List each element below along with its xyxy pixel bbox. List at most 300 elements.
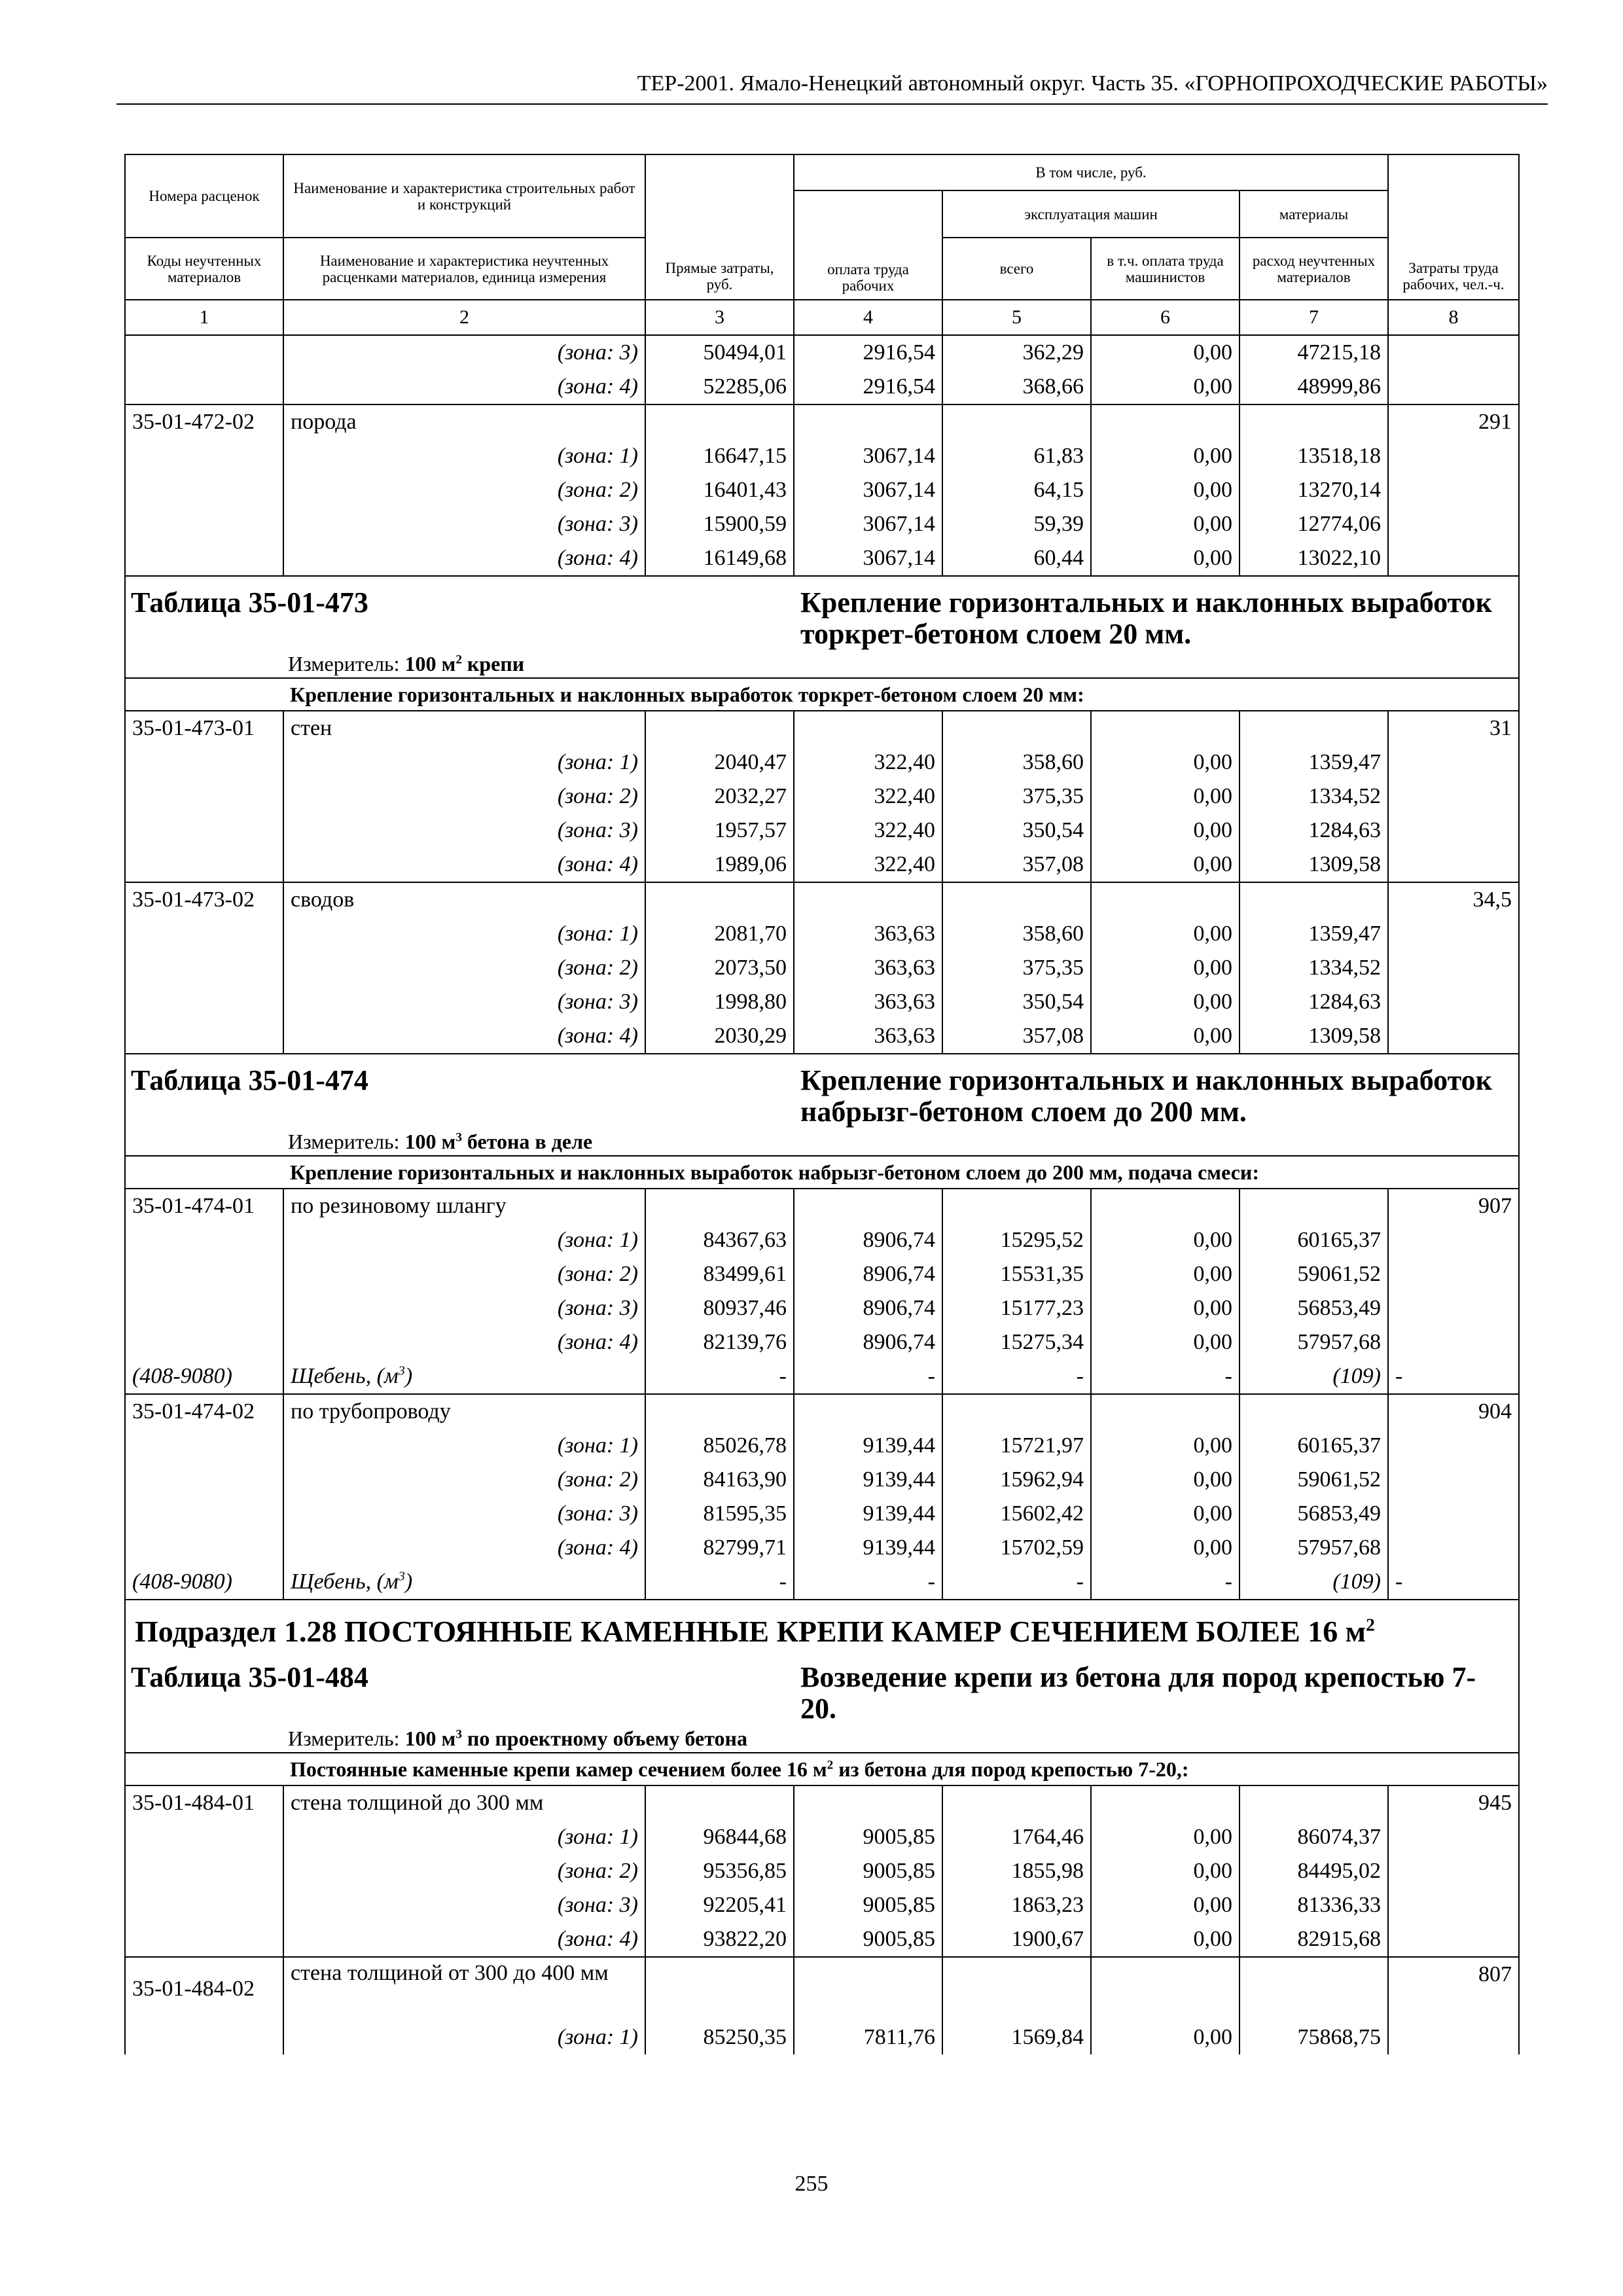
value-cell — [1240, 1189, 1388, 1223]
zone-label: (зона: 4) — [283, 370, 645, 404]
col6-header: в т.ч. оплата труда машинистов — [1091, 238, 1240, 300]
rate-row — [125, 711, 1519, 745]
value-cell — [794, 882, 942, 917]
rate-code: 35-01-472-02 — [125, 404, 283, 439]
value-cell: 80937,46 — [645, 1291, 794, 1325]
value-cell: 15531,35 — [942, 1257, 1091, 1291]
labor-cost: 34,5 — [1388, 882, 1519, 917]
value-cell: 2032,27 — [645, 780, 794, 814]
measure-sup: 3 — [455, 1727, 462, 1742]
rate-code-cell — [125, 439, 283, 473]
col3-header: Прямые затраты, руб. — [645, 154, 794, 300]
material-name — [283, 1565, 645, 1600]
labor-cell — [1388, 985, 1519, 1019]
col-number: 8 — [1388, 300, 1519, 335]
value-cell: 357,08 — [942, 1019, 1091, 1054]
value-cell — [645, 1394, 794, 1429]
material-labor: - — [1388, 1565, 1519, 1600]
col-number: 4 — [794, 300, 942, 335]
materials-header: материалы — [1240, 190, 1388, 238]
value-cell: 3067,14 — [794, 473, 942, 507]
subtitle-row — [125, 678, 1519, 711]
rate-name: по резиновому шлангу — [283, 1189, 645, 1223]
zone-row — [125, 848, 1519, 882]
value-cell: 2916,54 — [794, 335, 942, 370]
labor-cell — [1388, 1820, 1519, 1854]
rate-code: 35-01-484-02 — [125, 1957, 283, 2020]
rate-code: 35-01-484-01 — [125, 1785, 283, 1820]
rate-code-cell — [125, 541, 283, 576]
material-value: - — [794, 1359, 942, 1394]
zone-label: (зона: 2) — [283, 1854, 645, 1888]
material-value: - — [645, 1565, 794, 1600]
zone-row — [125, 473, 1519, 507]
value-cell: 15900,59 — [645, 507, 794, 541]
measure-value — [405, 1130, 593, 1153]
labor-cell — [1388, 1019, 1519, 1054]
measure-rest: бетона в деле — [461, 1130, 593, 1153]
zone-row — [125, 1854, 1519, 1888]
value-cell: 15275,34 — [942, 1325, 1091, 1359]
zone-label: (зона: 3) — [283, 507, 645, 541]
labor-cost: 945 — [1388, 1785, 1519, 1820]
rate-code-cell — [125, 1888, 283, 1922]
rate-code-cell — [125, 370, 283, 404]
subtitle-spacer — [125, 1156, 283, 1189]
value-cell: 0,00 — [1091, 370, 1240, 404]
value-cell — [1240, 1957, 1388, 2020]
value-cell: 8906,74 — [794, 1291, 942, 1325]
value-cell — [1091, 404, 1240, 439]
value-cell: 57957,68 — [1240, 1531, 1388, 1565]
value-cell: 8906,74 — [794, 1257, 942, 1291]
rate-code-cell — [125, 1019, 283, 1054]
zone-label: (зона: 2) — [283, 1257, 645, 1291]
material-row — [125, 1565, 1519, 1600]
value-cell: 1334,52 — [1240, 951, 1388, 985]
col-number: 1 — [125, 300, 283, 335]
value-cell: 2081,70 — [645, 917, 794, 951]
zone-label: (зона: 3) — [283, 1888, 645, 1922]
value-cell — [942, 1957, 1091, 2020]
value-cell: 50494,01 — [645, 335, 794, 370]
value-cell: 1863,23 — [942, 1888, 1091, 1922]
value-cell: 84495,02 — [1240, 1854, 1388, 1888]
value-cell: 0,00 — [1091, 917, 1240, 951]
labor-cell — [1388, 848, 1519, 882]
rate-name: по трубопроводу — [283, 1394, 645, 1429]
col-number: 6 — [1091, 300, 1240, 335]
value-cell — [645, 404, 794, 439]
zone-row — [125, 1820, 1519, 1854]
value-cell: 363,63 — [794, 1019, 942, 1054]
value-cell: 0,00 — [1091, 951, 1240, 985]
value-cell: 15177,23 — [942, 1291, 1091, 1325]
value-cell — [645, 711, 794, 745]
value-cell: 92205,41 — [645, 1888, 794, 1922]
material-value: (109) — [1240, 1565, 1388, 1600]
zone-label: (зона: 1) — [283, 1820, 645, 1854]
material-name — [283, 1359, 645, 1394]
value-cell: 322,40 — [794, 814, 942, 848]
labor-cell — [1388, 473, 1519, 507]
table-title-row — [125, 1651, 1519, 1725]
zone-row — [125, 507, 1519, 541]
material-code: (408-9080) — [125, 1359, 283, 1394]
value-cell — [942, 882, 1091, 917]
value-cell — [942, 1189, 1091, 1223]
rate-code-cell — [125, 1429, 283, 1463]
rate-code-cell — [125, 507, 283, 541]
zone-label: (зона: 4) — [283, 1325, 645, 1359]
value-cell: 60165,37 — [1240, 1223, 1388, 1257]
value-cell: 95356,85 — [645, 1854, 794, 1888]
value-cell — [794, 1189, 942, 1223]
value-cell: 16647,15 — [645, 439, 794, 473]
zone-row — [125, 1223, 1519, 1257]
rate-code: 35-01-474-02 — [125, 1394, 283, 1429]
value-cell: 358,60 — [942, 745, 1091, 780]
rate-code-cell — [125, 917, 283, 951]
material-value: - — [1091, 1565, 1240, 1600]
value-cell: 0,00 — [1091, 1223, 1240, 1257]
value-cell: 375,35 — [942, 780, 1091, 814]
value-cell: 9139,44 — [794, 1463, 942, 1497]
rate-name: порода — [283, 404, 645, 439]
material-labor: - — [1388, 1359, 1519, 1394]
zone-row — [125, 1922, 1519, 1957]
value-cell: 0,00 — [1091, 1429, 1240, 1463]
zone-label: (зона: 4) — [283, 1922, 645, 1957]
zone-row — [125, 1291, 1519, 1325]
measure-label: Измеритель: — [288, 1130, 400, 1153]
value-cell: 0,00 — [1091, 507, 1240, 541]
machines-header: эксплуатация машин — [942, 190, 1240, 238]
material-value: - — [794, 1565, 942, 1600]
rate-row — [125, 1189, 1519, 1223]
section-sup: 2 — [1366, 1614, 1375, 1635]
labor-cell — [1388, 1463, 1519, 1497]
value-cell: 1569,84 — [942, 2020, 1091, 2054]
value-cell — [1240, 711, 1388, 745]
value-cell: 1855,98 — [942, 1854, 1091, 1888]
zone-label: (зона: 2) — [283, 780, 645, 814]
value-cell: 16149,68 — [645, 541, 794, 576]
page-header: ТЕР-2001. Ямало-Ненецкий автономный округ. Часть 35. «ГОРНОПРОХОДЧЕСКИЕ РАБОТЫ» — [637, 71, 1548, 96]
rates-table — [124, 154, 1520, 2054]
zone-label: (зона: 3) — [283, 814, 645, 848]
rate-code-cell — [125, 780, 283, 814]
measure-rest: крепи — [461, 652, 525, 675]
section-text: Подраздел 1.28 ПОСТОЯННЫЕ КАМЕННЫЕ КРЕПИ КАМЕР СЕЧЕНИЕМ БОЛЕЕ 16 м — [135, 1615, 1366, 1648]
zone-row — [125, 439, 1519, 473]
rates-table-frame — [124, 154, 1518, 2117]
value-cell — [942, 1394, 1091, 1429]
value-cell: 368,66 — [942, 370, 1091, 404]
zone-row — [125, 745, 1519, 780]
value-cell: 56853,49 — [1240, 1291, 1388, 1325]
table-title: Крепление горизонтальных и наклонных выработок торкрет-бетоном слоем 20 мм. — [794, 576, 1519, 650]
value-cell: 59061,52 — [1240, 1463, 1388, 1497]
value-cell — [645, 1957, 794, 2020]
zone-row — [125, 2020, 1519, 2054]
value-cell: 0,00 — [1091, 1019, 1240, 1054]
value-cell: 84367,63 — [645, 1223, 794, 1257]
rate-code-cell — [125, 848, 283, 882]
col5-header: всего — [942, 238, 1091, 300]
value-cell: 322,40 — [794, 848, 942, 882]
rate-row — [125, 1394, 1519, 1429]
value-cell: 0,00 — [1091, 1291, 1240, 1325]
col4-header: оплата труда рабочих — [794, 190, 942, 300]
subtitle-b: из бетона для пород крепостью 7-20,: — [833, 1757, 1189, 1781]
group-header: В том числе, руб. — [794, 154, 1388, 190]
rate-code-cell — [125, 1854, 283, 1888]
value-cell: 9005,85 — [794, 1922, 942, 1957]
col1-bottom-header: Коды неучтенных материалов — [125, 238, 283, 300]
col8-header: Затраты труда рабочих, чел.-ч. — [1388, 154, 1519, 300]
value-cell — [942, 1785, 1091, 1820]
table-subtitle: Крепление горизонтальных и наклонных выработок торкрет-бетоном слоем 20 мм: — [283, 678, 1519, 711]
labor-cell — [1388, 541, 1519, 576]
table-title-row — [125, 1054, 1519, 1128]
value-cell: 363,63 — [794, 951, 942, 985]
value-cell: 1359,47 — [1240, 917, 1388, 951]
value-cell — [794, 711, 942, 745]
value-cell: 1309,58 — [1240, 1019, 1388, 1054]
col-number: 5 — [942, 300, 1091, 335]
rate-code-cell — [125, 951, 283, 985]
col2-bottom-header: Наименование и характеристика неучтенных расценками материалов, единица измерения — [283, 238, 645, 300]
zone-label: (зона: 1) — [283, 1429, 645, 1463]
value-cell: 61,83 — [942, 439, 1091, 473]
subtitle-row — [125, 1156, 1519, 1189]
value-cell: 9005,85 — [794, 1854, 942, 1888]
value-cell: 3067,14 — [794, 439, 942, 473]
value-cell: 47215,18 — [1240, 335, 1388, 370]
col-number: 3 — [645, 300, 794, 335]
value-cell: 12774,06 — [1240, 507, 1388, 541]
value-cell: 363,63 — [794, 985, 942, 1019]
rate-code-cell — [125, 1531, 283, 1565]
zone-row — [125, 1531, 1519, 1565]
zone-label: (зона: 4) — [283, 1019, 645, 1054]
labor-cost: 31 — [1388, 711, 1519, 745]
value-cell: 0,00 — [1091, 848, 1240, 882]
value-cell: 8906,74 — [794, 1223, 942, 1257]
table-number: Таблица 35-01-474 — [125, 1054, 794, 1128]
rate-code-cell — [125, 1325, 283, 1359]
col1-top-header: Номера расценок — [125, 154, 283, 238]
table-subtitle: Крепление горизонтальных и наклонных выработок набрызг-бетоном слоем до 200 мм, подача смеси: — [283, 1156, 1519, 1189]
measure-row — [125, 650, 1519, 678]
zone-label: (зона: 1) — [283, 1223, 645, 1257]
measure-line — [125, 1725, 1519, 1753]
value-cell: 57957,68 — [1240, 1325, 1388, 1359]
value-cell: 9139,44 — [794, 1531, 942, 1565]
material-value: (109) — [1240, 1359, 1388, 1394]
value-cell: 362,29 — [942, 335, 1091, 370]
value-cell: 8906,74 — [794, 1325, 942, 1359]
subtitle-spacer — [125, 1753, 283, 1785]
table-title-row — [125, 576, 1519, 650]
labor-cost: 291 — [1388, 404, 1519, 439]
rate-name: стена толщиной до 300 мм — [283, 1785, 645, 1820]
material-name-close: ) — [404, 1364, 413, 1388]
value-cell: 1764,46 — [942, 1820, 1091, 1854]
labor-cell — [1388, 1531, 1519, 1565]
value-cell: 86074,37 — [1240, 1820, 1388, 1854]
value-cell: 81595,35 — [645, 1497, 794, 1531]
value-cell: 64,15 — [942, 473, 1091, 507]
zone-label: (зона: 4) — [283, 541, 645, 576]
labor-cell — [1388, 335, 1519, 370]
value-cell: 0,00 — [1091, 335, 1240, 370]
value-cell: 2916,54 — [794, 370, 942, 404]
zone-label: (зона: 2) — [283, 1463, 645, 1497]
zone-row — [125, 814, 1519, 848]
rate-code-cell — [125, 2020, 283, 2054]
rate-code-cell — [125, 745, 283, 780]
value-cell: 1284,63 — [1240, 985, 1388, 1019]
value-cell: 358,60 — [942, 917, 1091, 951]
header-rule — [116, 103, 1548, 105]
value-cell: 0,00 — [1091, 1257, 1240, 1291]
measure-value — [405, 652, 525, 675]
value-cell: 0,00 — [1091, 1854, 1240, 1888]
table-number: Таблица 35-01-473 — [125, 576, 794, 650]
value-cell — [645, 882, 794, 917]
value-cell: 7811,76 — [794, 2020, 942, 2054]
value-cell: 9139,44 — [794, 1497, 942, 1531]
labor-cell — [1388, 1291, 1519, 1325]
value-cell: 52285,06 — [645, 370, 794, 404]
zone-row — [125, 1019, 1519, 1054]
zone-label: (зона: 3) — [283, 1291, 645, 1325]
col-number: 2 — [283, 300, 645, 335]
value-cell: 60165,37 — [1240, 1429, 1388, 1463]
labor-cost: 807 — [1388, 1957, 1519, 2020]
value-cell: 13518,18 — [1240, 439, 1388, 473]
value-cell: 16401,43 — [645, 473, 794, 507]
value-cell: 15962,94 — [942, 1463, 1091, 1497]
zone-row — [125, 541, 1519, 576]
labor-cell — [1388, 1223, 1519, 1257]
value-cell: 48999,86 — [1240, 370, 1388, 404]
value-cell — [942, 404, 1091, 439]
value-cell: 13022,10 — [1240, 541, 1388, 576]
value-cell — [794, 1394, 942, 1429]
value-cell: 93822,20 — [645, 1922, 794, 1957]
labor-cell — [1388, 2020, 1519, 2054]
rate-code-cell — [125, 1257, 283, 1291]
zone-label: (зона: 3) — [283, 985, 645, 1019]
rate-code-cell — [125, 1922, 283, 1957]
value-cell: 0,00 — [1091, 1888, 1240, 1922]
table-title: Возведение крепи из бетона для пород крепостью 7-20. — [794, 1651, 1519, 1725]
zone-label: (зона: 1) — [283, 917, 645, 951]
zone-row — [125, 917, 1519, 951]
value-cell: 85250,35 — [645, 2020, 794, 2054]
value-cell: 15702,59 — [942, 1531, 1091, 1565]
value-cell — [794, 1957, 942, 2020]
value-cell: 75868,75 — [1240, 2020, 1388, 2054]
value-cell: 0,00 — [1091, 439, 1240, 473]
value-cell: 9005,85 — [794, 1888, 942, 1922]
value-cell: 84163,90 — [645, 1463, 794, 1497]
table-body — [125, 335, 1519, 2054]
subtitle-spacer — [125, 678, 283, 711]
value-cell — [1091, 1957, 1240, 2020]
material-value: - — [942, 1359, 1091, 1394]
zone-row — [125, 985, 1519, 1019]
zone-row — [125, 1325, 1519, 1359]
labor-cell — [1388, 439, 1519, 473]
rate-name: сводов — [283, 882, 645, 917]
labor-cell — [1388, 1854, 1519, 1888]
material-name-text: Щебень, (м — [291, 1364, 399, 1388]
value-cell: 13270,14 — [1240, 473, 1388, 507]
value-cell: 3067,14 — [794, 541, 942, 576]
measure-value — [405, 1727, 747, 1750]
value-cell: 2073,50 — [645, 951, 794, 985]
zone-label: (зона: 4) — [283, 848, 645, 882]
labor-cell — [1388, 1429, 1519, 1463]
zone-label: (зона: 3) — [283, 335, 645, 370]
labor-cell — [1388, 1922, 1519, 1957]
value-cell: 0,00 — [1091, 1531, 1240, 1565]
value-cell: 1957,57 — [645, 814, 794, 848]
rate-code-cell — [125, 1291, 283, 1325]
value-cell: 85026,78 — [645, 1429, 794, 1463]
zone-row — [125, 1257, 1519, 1291]
rate-code-cell — [125, 1497, 283, 1531]
value-cell: 0,00 — [1091, 985, 1240, 1019]
rate-code-cell — [125, 473, 283, 507]
value-cell: 357,08 — [942, 848, 1091, 882]
rate-row — [125, 1957, 1519, 2020]
value-cell: 1989,06 — [645, 848, 794, 882]
labor-cell — [1388, 1497, 1519, 1531]
labor-cost: 907 — [1388, 1189, 1519, 1223]
value-cell: 15721,97 — [942, 1429, 1091, 1463]
page-number: 255 — [794, 2172, 829, 2196]
value-cell — [645, 1785, 794, 1820]
rate-row — [125, 404, 1519, 439]
value-cell: 375,35 — [942, 951, 1091, 985]
zone-label: (зона: 1) — [283, 439, 645, 473]
subtitle-sup: 2 — [827, 1758, 834, 1772]
value-cell: 9139,44 — [794, 1429, 942, 1463]
value-cell: 82799,71 — [645, 1531, 794, 1565]
value-cell: 1359,47 — [1240, 745, 1388, 780]
value-cell — [1240, 882, 1388, 917]
value-cell: 1284,63 — [1240, 814, 1388, 848]
zone-row — [125, 1463, 1519, 1497]
zone-label: (зона: 1) — [283, 745, 645, 780]
value-cell: 0,00 — [1091, 541, 1240, 576]
labor-cell — [1388, 1325, 1519, 1359]
material-code: (408-9080) — [125, 1565, 283, 1600]
value-cell: 322,40 — [794, 780, 942, 814]
material-unit-sup: 3 — [398, 1363, 405, 1378]
value-cell — [1091, 1394, 1240, 1429]
zone-label: (зона: 2) — [283, 951, 645, 985]
rate-code-cell — [125, 1820, 283, 1854]
labor-cost: 904 — [1388, 1394, 1519, 1429]
table-head — [125, 154, 1519, 335]
zone-label: (зона: 4) — [283, 1531, 645, 1565]
